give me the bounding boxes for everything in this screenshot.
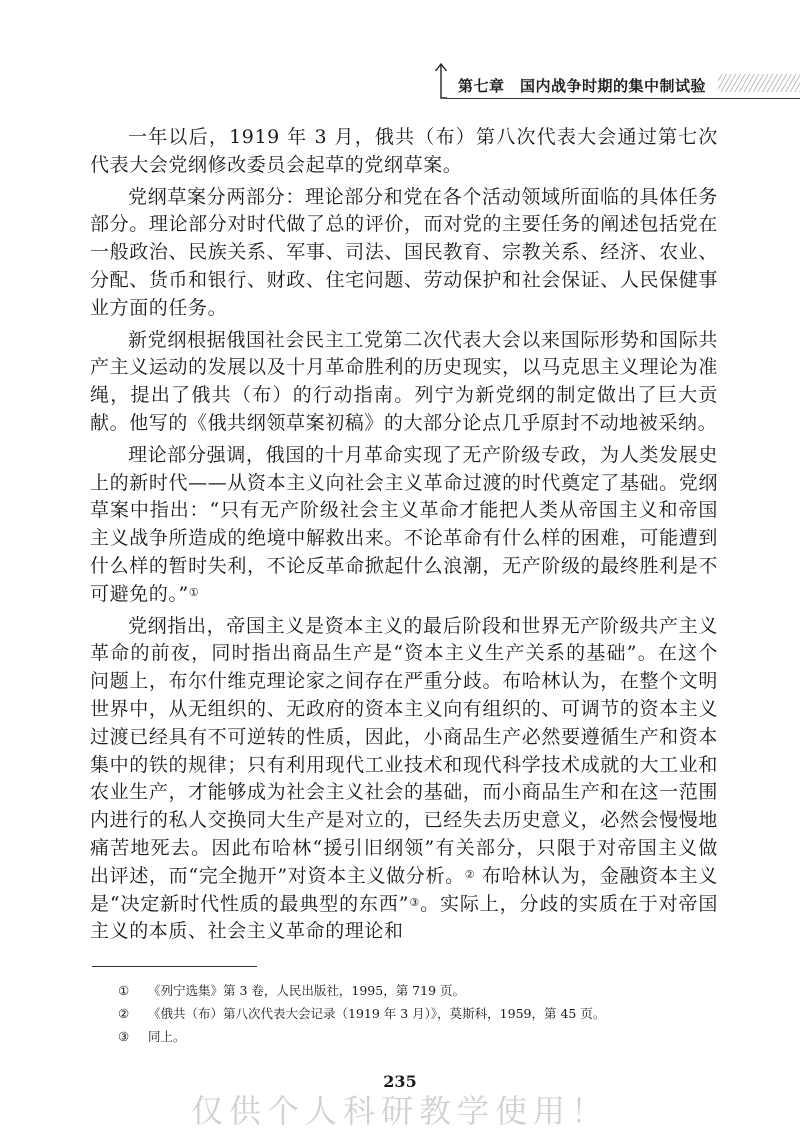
- footnote-marker: ③: [118, 1029, 130, 1044]
- page-number: 235: [383, 1072, 417, 1091]
- paragraph-1: [90, 124, 718, 180]
- footnote-marker: ②: [118, 1006, 130, 1021]
- up-arrow-icon: [434, 62, 448, 100]
- paragraph-5-text-a: 党纲指出，帝国主义是资本主义的最后阶段和世界无产阶级共产主义革命的前夜，同时指出商品生产是“资本主义生产关系的基础”。在这个问题上，布尔什维克理论家之间存在严重分歧。布哈林认为，在整个文明世界中，从无组织的、无政府的资本主义向有组织的、可调节的资本主义过渡已经具有不可逆转的性质，因此，小商品生产必然要遵循生产和资本集中的铁的规律；只有利用现代工业技术和现代科学技术成就的大工业和农业生产，才能够成为社会主义社会的基础，而小商品生产和在这一范围内进行的私人交换同大生产是对立的，已经失去历史意义，必然会慢慢地痛苦地死去。因此布哈林“援引旧纲领”有关部分，只限于对帝国主义做出评述，而“完全抛开”对资本主义做分析。: [90, 614, 718, 887]
- footnote-2: [118, 1002, 718, 1025]
- body-text: [90, 124, 718, 946]
- footnote-divider: [92, 966, 257, 967]
- footnote-text: 《俄共（布）第八次代表大会记录（1919 年 3 月）》，莫斯科，1959，第 45 页。: [148, 1006, 606, 1021]
- paragraph-2: [90, 184, 718, 323]
- paragraph-1-text: 一年以后，1919 年 3 月，俄共（布）第八次代表大会通过第七次代表大会党纲修改委员会起草的党纲草案。: [90, 126, 718, 176]
- running-header: [432, 62, 800, 102]
- footnote-1: [118, 979, 718, 1002]
- footnote-ref-2[interactable]: ②: [464, 867, 476, 881]
- paragraph-2-text: 党纲草案分两部分：理论部分和党在各个活动领域所面临的具体任务部分。理论部分对时代做了总的评价，而对党的主要任务的阐述包括党在一般政治、民族关系、军事、司法、国民教育、宗教关系、经济、农业、分配、货币和银行、财政、住宅问题、劳动保护和社会保证、人民保健事业方面的任务。: [90, 185, 718, 319]
- header-rule: [446, 98, 800, 99]
- paragraph-4: [90, 442, 718, 609]
- header-hatch-decoration: [718, 74, 800, 92]
- footnote-marker: ①: [118, 983, 130, 998]
- paragraph-5-text-c: 。实际上，分歧的实质在于对帝国主义的本质、社会主义革命的理论和: [90, 892, 718, 943]
- paragraph-3: [90, 327, 718, 438]
- footnote-ref-1[interactable]: ①: [188, 585, 200, 599]
- paragraph-4-text: 理论部分强调，俄国的十月革命实现了无产阶级专政，为人类发展史上的新时代——从资本主义向社会主义革命过渡的时代奠定了基础。党纲草案中指出：“只有无产阶级社会主义革命才能把人类从帝国主义和帝国主义战争所造成的绝境中解救出来。不论革命有什么样的困难，可能遭到什么样的暂时失利，不论反革命掀起什么浪潮，无产阶级的最终胜利是不可避免的。”: [90, 443, 718, 605]
- footnote-3: [118, 1025, 718, 1048]
- footnote-text: 《列宁选集》第 3 卷，人民出版社，1995，第 719 页。: [148, 983, 466, 998]
- footnote-ref-3[interactable]: ③: [409, 895, 421, 909]
- chapter-title: 第七章 国内战争时期的集中制试验: [458, 77, 707, 95]
- footnotes: [118, 979, 718, 1048]
- watermark: 仅供个人科研教学使用！: [190, 1092, 609, 1130]
- footnote-text: 同上。: [148, 1029, 186, 1044]
- paragraph-5: [90, 613, 718, 947]
- paragraph-3-text: 新党纲根据俄国社会民主工党第二次代表大会以来国际形势和国际共产主义运动的发展以及十月革命胜利的历史现实，以马克思主义理论为准绳，提出了俄共（布）的行动指南。列宁为新党纲的制定做出了巨大贡献。他写的《俄共纲领草案初稿》的大部分论点几乎原封不动地被采纳。: [90, 328, 718, 434]
- paragraph-5-text-b: 布哈林认为，金融资本主义是“决定新时代性质的最典型的东西”: [90, 864, 718, 915]
